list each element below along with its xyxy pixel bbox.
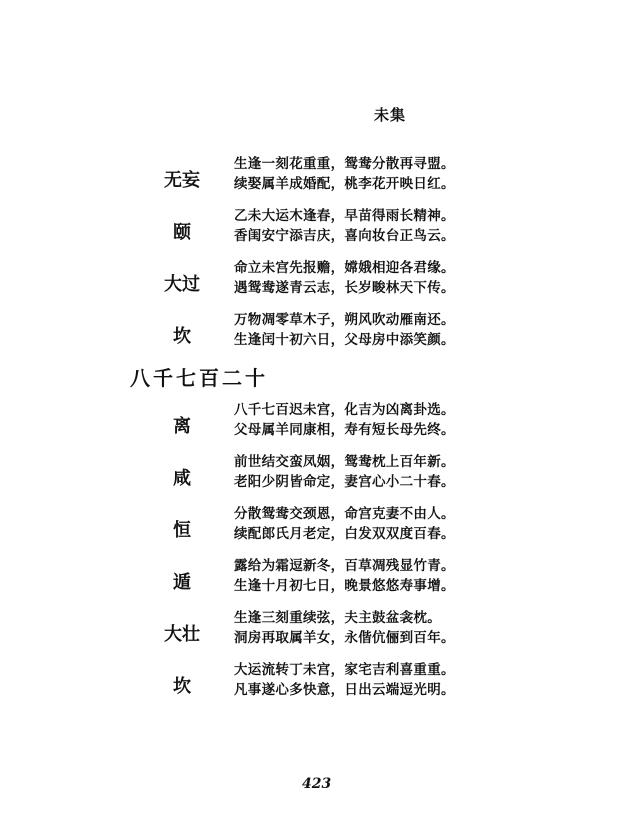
verse-line: 万物凋零草木子，朔风吹动雁南还。	[234, 312, 455, 328]
gua-name: 颐	[173, 222, 191, 243]
verse-line: 露给为霜逗新冬，百草凋残显竹青。	[234, 558, 455, 574]
verse-line: 生逢闰十初六日，父母房中添笑颜。	[234, 332, 455, 348]
verse-text	[234, 206, 455, 246]
verse-text	[234, 258, 455, 298]
verse-line: 命立未宫先报赡，嫦娥相迎各君缘。	[234, 260, 455, 276]
verse-line: 生逢十月初七日，晚景悠悠寿事增。	[234, 578, 455, 594]
verse-entry	[150, 154, 490, 198]
gua-name: 无妄	[164, 170, 200, 191]
verse-entry	[150, 504, 490, 548]
gua-name: 大过	[164, 274, 200, 295]
verse-line: 续娶属羊成婚配，桃李花开映日红。	[234, 176, 455, 192]
verse-text	[234, 452, 455, 492]
verse-text	[234, 310, 455, 350]
verse-entry	[150, 400, 490, 444]
verse-text	[234, 154, 455, 194]
verse-line: 前世结交蛮凤姻，鸳鸯枕上百年新。	[234, 454, 455, 470]
verse-line: 八千七百迟未宫，化吉为凶离卦选。	[234, 402, 455, 418]
verse-text	[234, 660, 455, 700]
gua-name: 大壮	[164, 624, 200, 645]
verse-line: 洞房再取属羊女，永偕伉俪到百年。	[234, 630, 455, 646]
section-title: 八千七百二十	[130, 366, 268, 390]
gua-name: 坎	[173, 326, 191, 347]
verse-entry	[150, 452, 490, 496]
verse-line: 乙未大运木逢春，早苗得雨长精神。	[234, 208, 455, 224]
verse-entry	[150, 660, 490, 704]
page-number: 423	[302, 776, 332, 792]
verse-line: 大运流转丁未宫，家宅吉利喜重重。	[234, 662, 455, 678]
gua-name: 遁	[173, 572, 191, 593]
verse-line: 父母属羊同康相，寿有短长母先终。	[234, 422, 455, 438]
verse-line: 生逢三刻重续弦，夫主鼓盆衾枕。	[234, 610, 441, 626]
verse-line: 遇鸳鸯遂青云志，长岁畯林天下传。	[234, 280, 455, 296]
verse-line: 分散鸳鸯交颈恩，命宫克妻不由人。	[234, 506, 455, 522]
verse-entry	[150, 556, 490, 600]
gua-name: 恒	[173, 520, 191, 541]
gua-name: 离	[173, 416, 191, 437]
verse-line: 香闺安宁添吉庆，喜向妆台正鸟云。	[234, 228, 455, 244]
verse-text	[234, 608, 455, 648]
page-header: 未集	[374, 106, 407, 124]
verse-line: 老阳少阴皆命定，妻宫心小二十春。	[234, 474, 455, 490]
verse-line: 续配郎氏月老定，白发双双度百春。	[234, 526, 455, 542]
verse-line: 生逢一刻花重重，鸳鸯分散再寻盟。	[234, 156, 455, 172]
verse-entry	[150, 258, 490, 302]
verse-text	[234, 556, 455, 596]
verse-text	[234, 504, 455, 544]
verse-entry	[150, 310, 490, 354]
verse-entry	[150, 206, 490, 250]
verse-line: 凡事遂心多快意，日出云端逗光明。	[234, 682, 455, 698]
gua-name: 坎	[173, 676, 191, 697]
gua-name: 咸	[173, 468, 191, 489]
verse-text	[234, 400, 455, 440]
verse-entry	[150, 608, 490, 652]
